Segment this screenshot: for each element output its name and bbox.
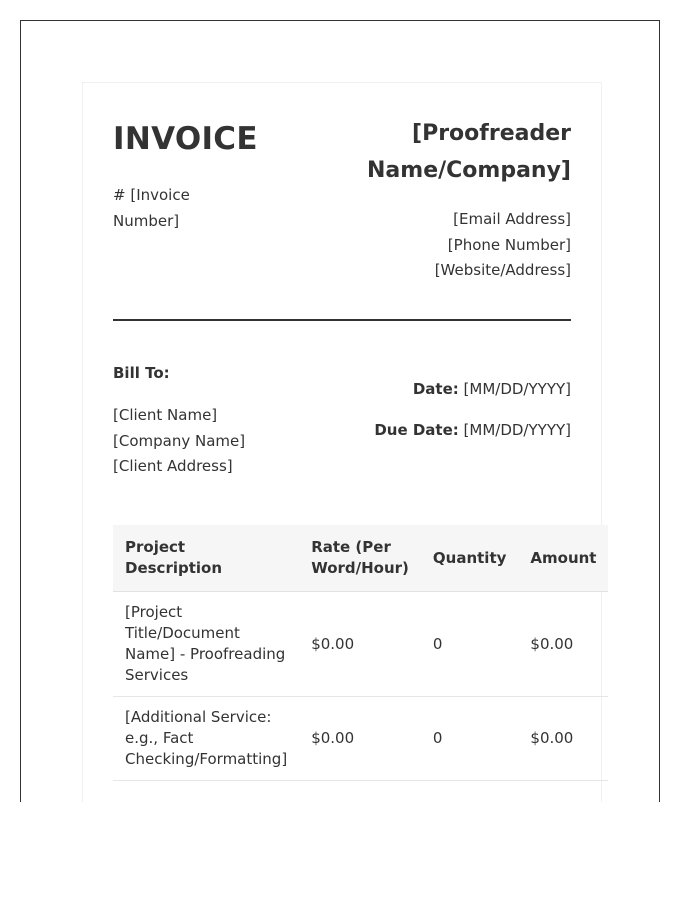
row-description: [Project Title/Document Name] - Proofreading Services bbox=[113, 592, 299, 697]
issue-date-label: Date: bbox=[412, 380, 459, 398]
due-date-value: [MM/DD/YYYY] bbox=[463, 421, 571, 439]
sender-phone: [Phone Number] bbox=[447, 235, 571, 254]
row-quantity: 0 bbox=[421, 697, 519, 781]
client-name: [Client Name] bbox=[113, 406, 218, 424]
invoice-dates bbox=[374, 380, 571, 462]
due-date-row bbox=[374, 421, 571, 440]
invoice-card bbox=[82, 82, 602, 802]
invoice-number: # [Invoice Number] bbox=[113, 186, 190, 230]
sender-name: [Proofreader Name/Company] bbox=[367, 121, 571, 183]
row-rate: $0.00 bbox=[299, 697, 421, 781]
header-description: Project Description bbox=[113, 525, 299, 592]
row-description: [Additional Service: e.g., Fact Checking/Formatting] bbox=[113, 697, 299, 781]
sender-website: [Website/Address] bbox=[434, 261, 571, 279]
document-page bbox=[20, 20, 660, 802]
invoice-title: INVOICE bbox=[113, 121, 258, 157]
header-amount: Amount bbox=[518, 525, 608, 592]
row-amount: $0.00 bbox=[518, 592, 608, 697]
issue-date-row bbox=[374, 380, 571, 399]
client-address: [Client Address] bbox=[113, 457, 233, 475]
line-items-table bbox=[113, 525, 608, 781]
header-divider bbox=[113, 319, 571, 321]
table-row bbox=[113, 697, 608, 781]
header-quantity: Quantity bbox=[421, 525, 519, 592]
header-rate: Rate (Per Word/Hour) bbox=[299, 525, 421, 592]
table-header-row bbox=[113, 525, 608, 592]
row-amount: $0.00 bbox=[518, 697, 608, 781]
table-row bbox=[113, 592, 608, 697]
sender-contact bbox=[435, 207, 571, 284]
bill-to-label: Bill To: bbox=[113, 364, 170, 382]
client-info bbox=[113, 403, 245, 480]
issue-date-value: [MM/DD/YYYY] bbox=[463, 380, 571, 398]
due-date-label: Due Date: bbox=[374, 421, 459, 439]
row-quantity: 0 bbox=[421, 592, 519, 697]
sender-email: [Email Address] bbox=[453, 210, 571, 228]
row-rate: $0.00 bbox=[299, 592, 421, 697]
client-company: [Company Name] bbox=[113, 431, 246, 450]
